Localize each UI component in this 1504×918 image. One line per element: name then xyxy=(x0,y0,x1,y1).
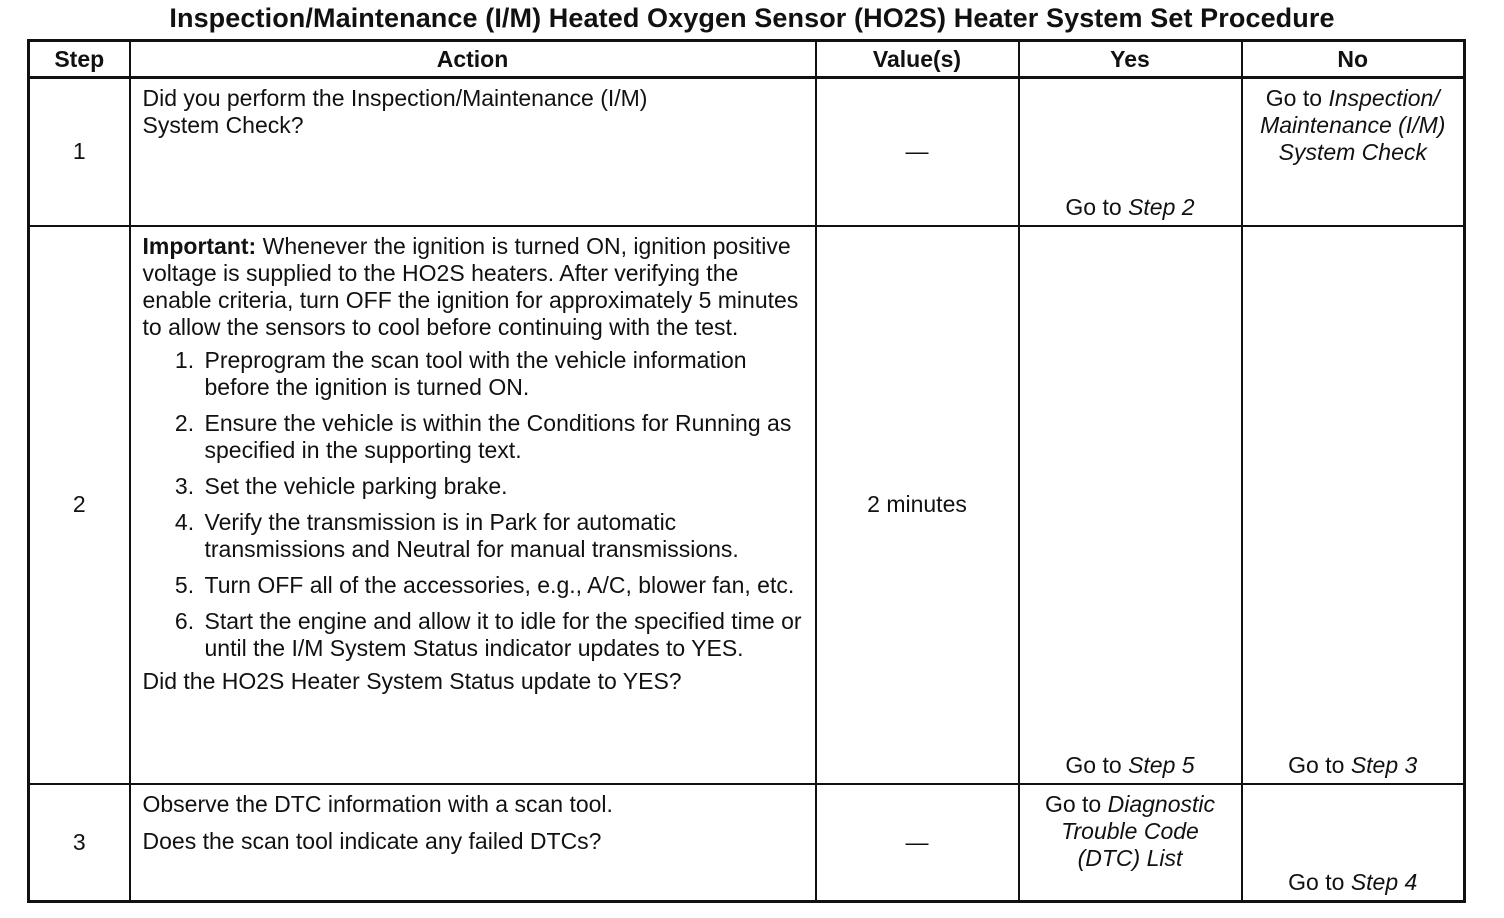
procedure-table xyxy=(27,39,1466,903)
table-row xyxy=(29,226,1465,784)
action-question: Did the HO2S Heater System Status update to YES? xyxy=(142,667,682,694)
value-text: — xyxy=(905,138,929,165)
action-text xyxy=(130,226,816,784)
header-step: Step xyxy=(29,41,130,78)
header-no: No xyxy=(1242,41,1465,78)
value-cell xyxy=(816,78,1019,226)
page-title: Inspection/Maintenance (I/M) Heated Oxygen Sensor (HO2S) Heater System Set Procedure xyxy=(169,3,1335,33)
no-cell xyxy=(1242,784,1465,902)
yes-link[interactable]: Go to Diagnostic Trouble Code (DTC) List xyxy=(1044,790,1216,871)
no-cell xyxy=(1242,78,1465,226)
value-cell xyxy=(816,784,1019,902)
list-item: 6. Start the engine and allow it to idle for the specified time or until the I/M System Status indicator updates to YES. xyxy=(201,608,803,662)
table-header-row xyxy=(29,41,1465,78)
action-question: Does the scan tool indicate any failed DTCs? xyxy=(142,827,602,854)
header-action: Action xyxy=(130,41,816,78)
value-text: — xyxy=(905,828,929,855)
important-note xyxy=(143,233,803,341)
yes-cell xyxy=(1019,784,1242,902)
action-text xyxy=(130,784,816,902)
yes-cell xyxy=(1019,78,1242,226)
no-link[interactable]: Go to Step 3 xyxy=(1288,751,1418,778)
list-item: 1. Preprogram the scan tool with the vehicle information before the ignition is turned ON. xyxy=(201,347,803,401)
table-row xyxy=(29,78,1465,226)
important-text: Whenever the ignition is turned ON, ignition positive voltage is supplied to the HO2S heaters. After verifying the enable criteria, turn OFF the ignition for approximately 5 minutes to allow the sensors to cool before continuing with the test. xyxy=(142,232,799,340)
list-item: 4. Verify the transmission is in Park for automatic transmissions and Neutral for manual transmissions. xyxy=(201,509,803,563)
action-instruction: Observe the DTC information with a scan tool. xyxy=(142,790,613,817)
value-text: 2 minutes xyxy=(867,491,967,517)
no-link[interactable]: Go to Inspection/ Maintenance (I/M) System Check xyxy=(1260,85,1446,165)
step-number: 2 xyxy=(29,226,130,784)
yes-link[interactable]: Go to Step 2 xyxy=(1065,193,1195,220)
yes-link[interactable]: Go to Step 5 xyxy=(1065,751,1195,778)
procedure-steps xyxy=(143,347,803,662)
value-cell xyxy=(816,226,1019,784)
important-label: Important: xyxy=(142,232,257,259)
action-question: Did you perform the Inspection/Maintenance (I/M) System Check? xyxy=(142,85,648,138)
table-row xyxy=(29,784,1465,902)
step-number: 1 xyxy=(29,78,130,226)
yes-cell xyxy=(1019,226,1242,784)
header-values: Value(s) xyxy=(816,41,1019,78)
action-text xyxy=(130,78,816,226)
no-link[interactable]: Go to Step 4 xyxy=(1288,869,1418,895)
step-number: 3 xyxy=(29,784,130,902)
list-item: 5. Turn OFF all of the accessories, e.g., A/C, blower fan, etc. xyxy=(201,572,803,599)
list-item: 3. Set the vehicle parking brake. xyxy=(201,473,803,500)
header-yes: Yes xyxy=(1019,41,1242,78)
no-cell xyxy=(1242,226,1465,784)
list-item: 2. Ensure the vehicle is within the Conditions for Running as specified in the supporting text. xyxy=(201,410,803,464)
